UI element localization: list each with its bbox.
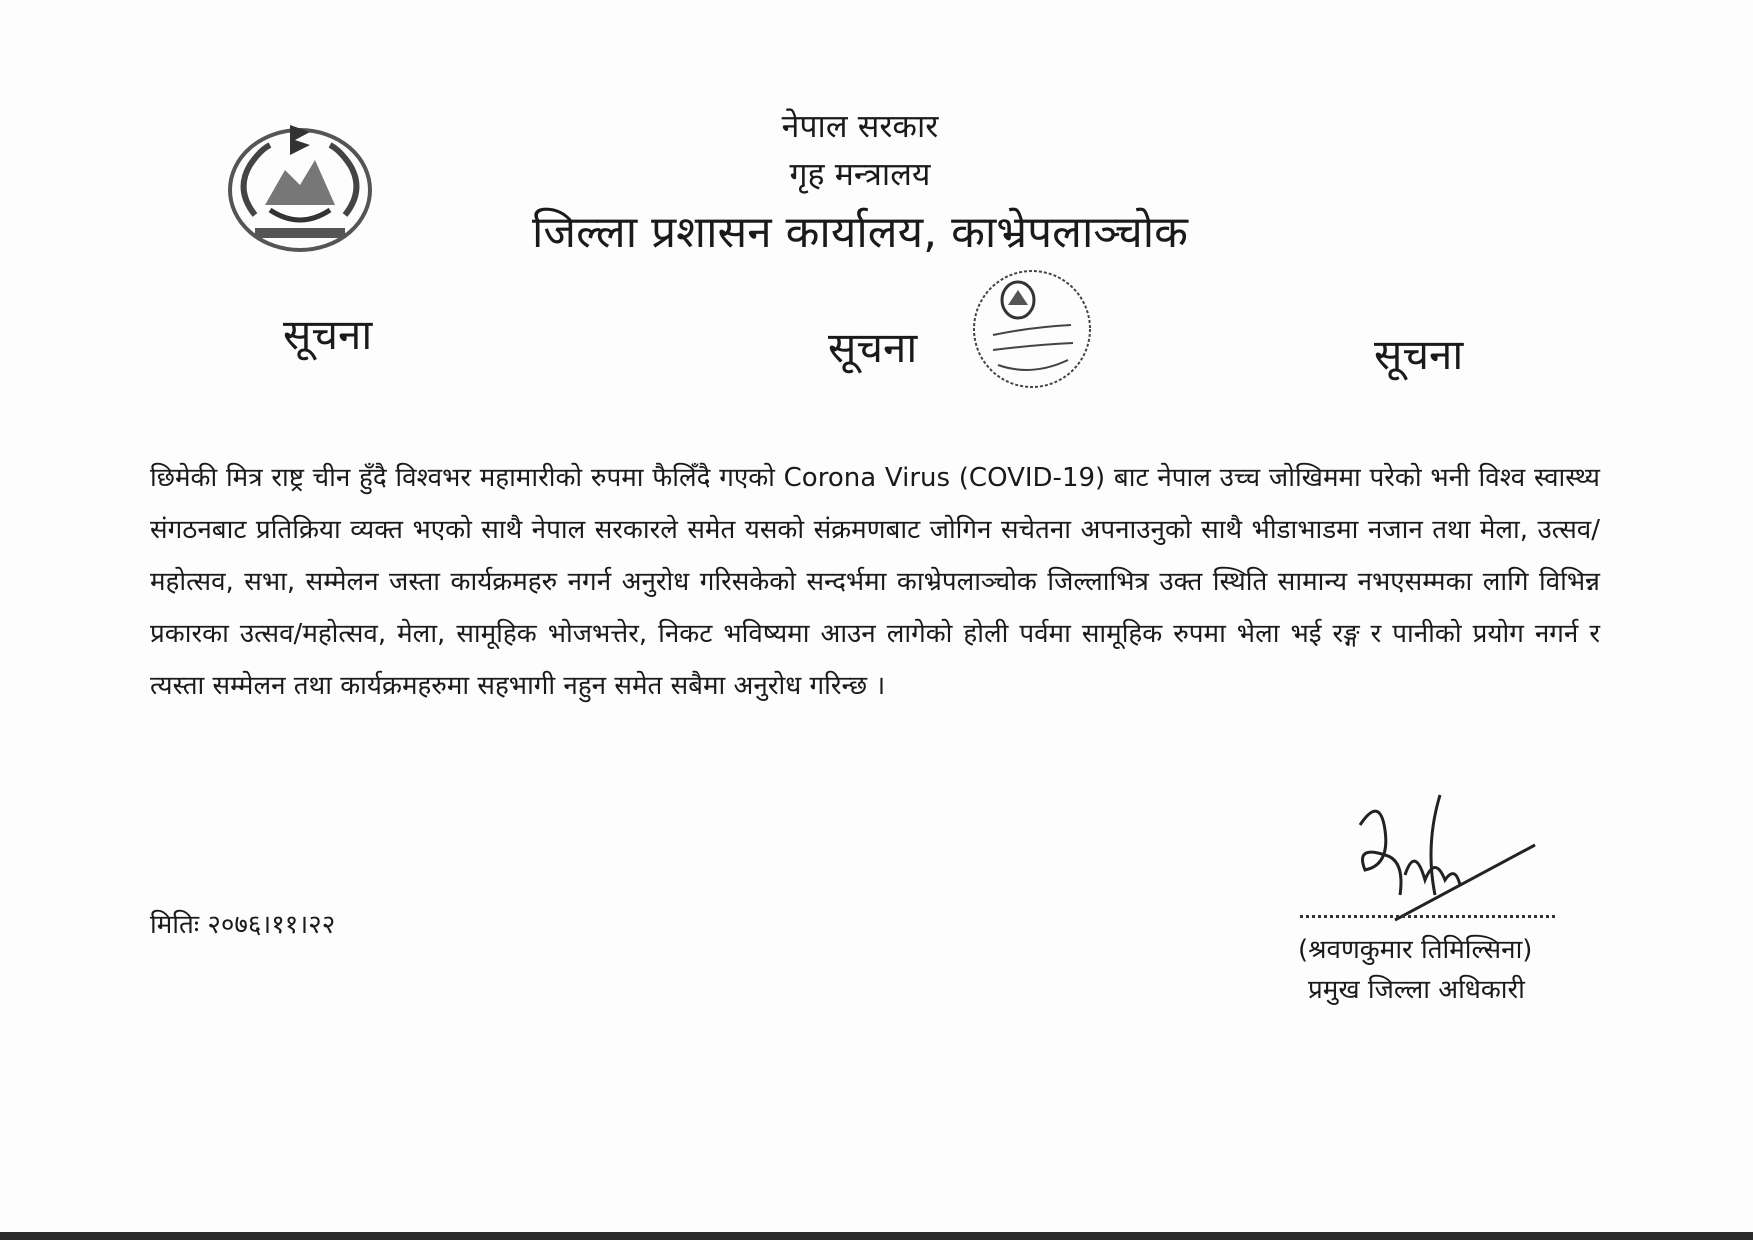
scan-bottom-edge bbox=[0, 1232, 1753, 1240]
notice-heading-center: सूचना bbox=[828, 323, 918, 372]
office-name: जिल्ला प्रशासन कार्यालय, काभ्रेपलाञ्चोक bbox=[532, 207, 1188, 258]
notice-heading-right: सूचना bbox=[1374, 330, 1464, 379]
signatory-name: (श्रवणकुमार तिमिल्सिना) bbox=[1298, 935, 1533, 965]
ministry-name: गृह मन्त्रालय bbox=[789, 155, 931, 193]
nepal-emblem-icon bbox=[215, 110, 385, 260]
notice-heading-left: सूचना bbox=[283, 310, 373, 359]
notice-body-paragraph: छिमेकी मित्र राष्ट्र चीन हुँदै विश्वभर महामारीको रुपमा फैलिँदै गएको Corona Virus (COVID-19) बाट नेपाल उच्च जोखिममा परेको भनी विश्व स्वास्थ्य संगठनबाट प्रतिक्रिया व्यक्त भएको साथै नेपाल सरकारले समेत यसको संक्रमणबाट जोगिन सचेतना अपनाउनुको साथै भीडाभाडमा नजान तथा मेला, उत्सव/महोत्सव, सभा, सम्मेलन जस्ता कार्यक्रमहरु नगर्न अनुरोध गरिसकेको सन्दर्भमा काभ्रेपलाञ्चोक जिल्लाभित्र उक्त स्थिति सामान्य नभएसम्मका लागि विभिन्न प्रकारका उत्सव/महोत्सव, मेला, सामूहिक भोजभत्तेर, निकट भविष्यमा आउन लागेको होली पर्वमा सामूहिक रुपमा भेला भई रङ्ग र पानीको प्रयोग नगर्न र त्यस्ता सम्मेलन तथा कार्यक्रमहरुमा सहभागी नहुन समेत सबैमा अनुरोध गरिन्छ । bbox=[150, 463, 1600, 701]
signatory-title: प्रमुख जिल्ला अधिकारी bbox=[1308, 975, 1525, 1005]
government-name: नेपाल सरकार bbox=[781, 107, 939, 145]
office-stamp-icon bbox=[968, 265, 1096, 393]
signature-line bbox=[1300, 915, 1555, 918]
notice-date: मितिः २०७६।११।२२ bbox=[150, 910, 336, 940]
signature-icon bbox=[1345, 785, 1545, 925]
